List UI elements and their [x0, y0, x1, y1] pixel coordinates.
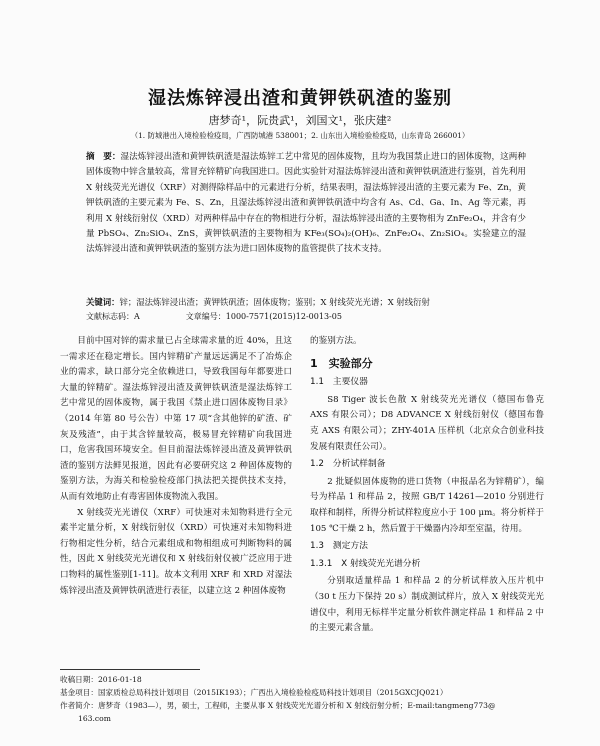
- paragraph: 的鉴别方法。: [310, 336, 362, 346]
- article-number: 文章编号：1000-7571(2015)12-0013-05: [185, 312, 342, 321]
- keywords-text: 锌；湿法炼锌浸出渣；黄钾铁矾渣；固体废物；鉴别；X 射线荧光光谱；X 射线衍射: [119, 297, 430, 307]
- paragraph: S8 Tiger 波长色散 X 射线荧光光谱仪（德国布鲁克 AXS 有限公司）；D8 ADVANCE X 射线衍射仪（德国布鲁克 AXS 有限公司）；ZHY-401A 压样机（北京众合创业科技发展有限责任公司）。: [310, 394, 544, 452]
- abstract-text: 湿法炼锌浸出渣和黄钾铁矾渣是湿法炼锌工艺中常见的固体废物，且均为我国禁止进口的固体废物，这两种固体废物中锌含量较高，常冒充锌精矿向我国进口。因此实验针对湿法炼锌浸出渣和黄钾铁矾渣进行鉴别，首先利用 X 射线荧光光谱仪（XRF）对测得除样品中的元素进行分析，结果表明，湿法炼锌浸出渣的主要元素为 Fe、Zn，黄钾铁矾渣的主要元素为 Fe、S、Zn，且湿法炼锌浸出渣和黄钾铁矾渣中均含有 As、Cd、Ga、In、Ag 等元素，再利用 X 射线衍射仪（XRD）对两种样品中存在的物相进行分析，湿法炼锌浸出渣的主要物相为 ZnFe₂O₄，并含有少量 PbSO₄、Zn₂SiO₄、ZnS，黄钾铁矾渣的主要物相为 KFe₃(SO₄)₂(OH)₆、ZnFe₂O₄、Zn₂SiO₄。实验建立的湿法炼锌浸出渣和黄钾铁矾渣的鉴别方法为进口固体废物的监管提供了技术支持。: [86, 152, 526, 255]
- keywords: [86, 295, 526, 309]
- paragraph: 目前中国对锌的需求量已占全球需求量的近 40%，且这一需求还在稳定增长。国内锌精矿产量远远满足不了冶炼企业的需求，缺口部分完全依赖进口，导致我国每年都要进口大量的锌精矿。湿法炼锌浸出渣及黄钾铁矾渣是湿法炼锌工艺中常见的固体废物，属于我国《禁止进口固体废物目录》（2014 年第 80 号公告）中第 17 项“含其他锌的矿渣、矿灰及残渣”，由于其含锌量较高，极易冒充锌精矿向我国进口，危害我国环境安全。但目前湿法炼锌浸出渣及黄钾铁矾渣的鉴别方法鲜见报道，因此有必要研究这 2 种固体废物的鉴别方法，为海关和检验检疫部门执法把关提供技术支持，从而有效地防止有毒害固体废物流入我国。: [60, 336, 292, 502]
- paper-title: 湿法炼锌浸出渣和黄钾铁矾渣的鉴别: [148, 88, 452, 109]
- paragraph: 分别取适量样品 1 和样品 2 的分析试样放入压片机中（30 t 压力下保持 20 s）制成测试样片，放入 X 射线荧光光谱仪中，利用无标样半定量分析软件测定样品 1 和样品 2 中的主要元素含量。: [310, 576, 544, 634]
- doc-info: [86, 311, 526, 322]
- authors: 唐梦奇¹，阮贵武¹，刘国文¹，张庆建²: [208, 114, 392, 127]
- keywords-label: 关键词：: [86, 297, 120, 307]
- footnote: 基金项目：国家质检总局科技计划项目（2015IK193）；广西出入境检验检疫局科技计划项目（2015GXCJQ021）: [60, 688, 448, 697]
- footnote: 作者简介：唐梦奇（1983—），男，硕士，工程师，主要从事 X 射线荧光光谱分析和 X 射线衍射分析；E-mail:tangmeng773@: [60, 701, 496, 710]
- section-heading: 1 实验部分: [310, 356, 373, 370]
- subsection-heading: 1.3 测定方法: [310, 541, 368, 552]
- affiliation: （1. 防城港出入境检验检疫局，广西防城港 538001；2. 山东出入境检验检疫局，山东青岛 266001）: [130, 131, 470, 140]
- paragraph: 2 批疑似固体废物的进口货物（申报品名为锌精矿），编号为样品 1 和样品 2，按照 GB/T 14261—2010 分别进行取样和制样，所得分析试样粒度应小于 100 μm。将分析样于 105 ℃干燥 2 h，然后置于干燥器内冷却至室温，待用。: [310, 476, 544, 534]
- left-column: [60, 334, 292, 599]
- abstract: [86, 150, 526, 258]
- paragraph: X 射线荧光光谱仪（XRF）可快速对未知物料进行全元素半定量分析，X 射线衍射仪（XRD）可快速对未知物料进行物相定性分析，结合元素组成和物相组成可判断物料的属性，因此 X 射线荧光光谱仪和 X 射线衍射仪被广泛应用于进口物料的属性鉴别[1-11]。故本文利用 XRF 和 XRD 对湿法炼锌浸出渣及黄钾铁矾渣进行表征，以建立这 2 种固体废物: [60, 507, 292, 596]
- subsubsection-heading: 1.3.1 X 射线荧光光谱分析: [310, 558, 421, 569]
- footnote: 收稿日期：2016-01-18: [60, 675, 142, 684]
- subsection-heading: 1.1 主要仪器: [310, 377, 368, 388]
- abstract-label: 摘 要：: [86, 152, 121, 162]
- footnote: 163.com: [78, 714, 111, 723]
- doc-code: 文献标志码：A: [86, 312, 140, 321]
- subsection-heading: 1.2 分析试样制备: [310, 459, 386, 470]
- right-column: [310, 334, 544, 637]
- footnote-divider: [60, 669, 200, 670]
